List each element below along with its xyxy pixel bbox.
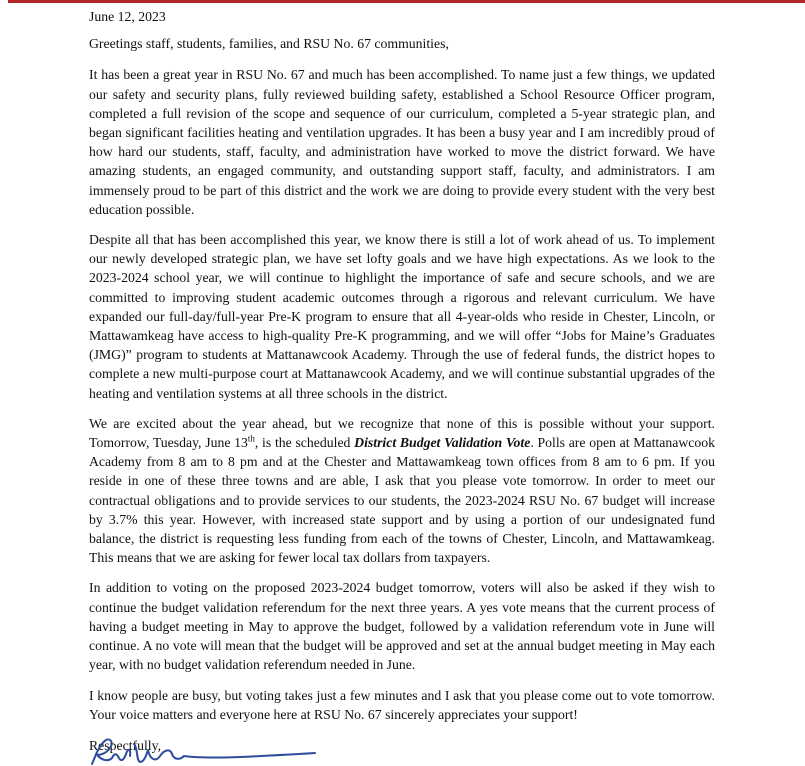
paragraph-work-ahead: Despite all that has been accomplished this year, we know there is still a lot of work ahead of us. To implement our newly developed strategic plan, we have set lofty goals and we have high expectations. As we look to the 2023-2024 school year, we will continue to highlight the importance of safe and secure schools, and we are committed to improving student academic outcomes through a rigorous and relevant curriculum. We have expanded our full-day/full-year Pre-K program to ensure that all 4-year-olds who reside in Chester, Lincoln, or Mattawamkeag have access to high-quality Pre-K programming, and we will offer “Jobs for Maine’s Graduates (JMG)” program to students at Mattanawcook Academy. Through the use of federal funds, the district hopes to complete a new multi-purpose court at Mattanawcook Academy, and we will continue substantial upgrades of the heating and ventilation systems at all three schools in the district. — [89, 232, 715, 401]
budget-vote-text-2: , is the scheduled — [254, 435, 355, 451]
budget-vote-text-1: We are excited about the year ahead, but we recognize that none of this is possible without your support. Tomorrow, Tuesday, June 13 — [89, 415, 715, 451]
paragraph-accomplishments: It has been a great year in RSU No. 67 and much has been accomplished. To name just a few things, we updated our safety and security plans, fully reviewed building safety, established a School Resource Officer program, completed a full revision of the scope and sequence of our curriculum, completed a 5-year strategic plan, and began significant facilities heating and ventilation upgrades. It has been a busy year and I am incredibly proud of how hard our students, staff, faculty, and administration have worked to move the district forward. We have amazing students, an engaged community, and outstanding support staff, faculty, and administrators. I am immensely proud to be part of this district and the work we are doing to provide every student with the very best education possible. — [89, 67, 715, 217]
letterhead-rule — [8, 0, 805, 3]
paragraph-budget-vote — [89, 414, 715, 568]
letter-date: June 12, 2023 — [89, 9, 166, 24]
paragraph-referendum: In addition to voting on the proposed 2023-2024 budget tomorrow, voters will also be asked if they wish to continue the budget validation referendum for the next three years. A yes vote means that the current process of having a budget meeting in May to approve the budget, followed by a validation referendum vote in June will continue. A no vote will mean that the budget will be approved and set at the annual budget meeting in May each year, with no budget validation referendum needed in June. — [89, 580, 715, 673]
paragraph-call-to-vote: I know people are busy, but voting takes just a few minutes and I ask that you please come out to vote tomorrow. Your voice matters and everyone here at RSU No. 67 sincerely appreciates your support! — [89, 687, 715, 722]
letter-closing: Respectfully, — [89, 737, 162, 753]
letter-greeting: Greetings staff, students, families, and RSU No. 67 communities, — [89, 36, 449, 52]
budget-vote-text-3: . Polls are open at Mattanawcook Academy from 8 am to 8 pm and at the Chester and Mattawamkeag town offices from 8 am to 6 pm. If you reside in one of these three towns and are able, I ask that you please vote tomorrow. In order to meet our contractual obligations and to provide services to our students, the 2023-2024 RSU No. 67 budget will increase by 3.7% this year. However, with increased state support and by using a portion of our undesignated fund balance, the district is requesting less funding from each of the towns of Chester, Lincoln, and Mattawamkeag. This means that we are asking for fewer local tax dollars from taxpayers. — [89, 435, 715, 566]
date-ordinal-suffix: th — [247, 433, 255, 444]
signature-image — [86, 734, 316, 766]
budget-vote-emphasis: District Budget Validation Vote — [354, 435, 531, 451]
letter-body — [89, 7, 715, 755]
